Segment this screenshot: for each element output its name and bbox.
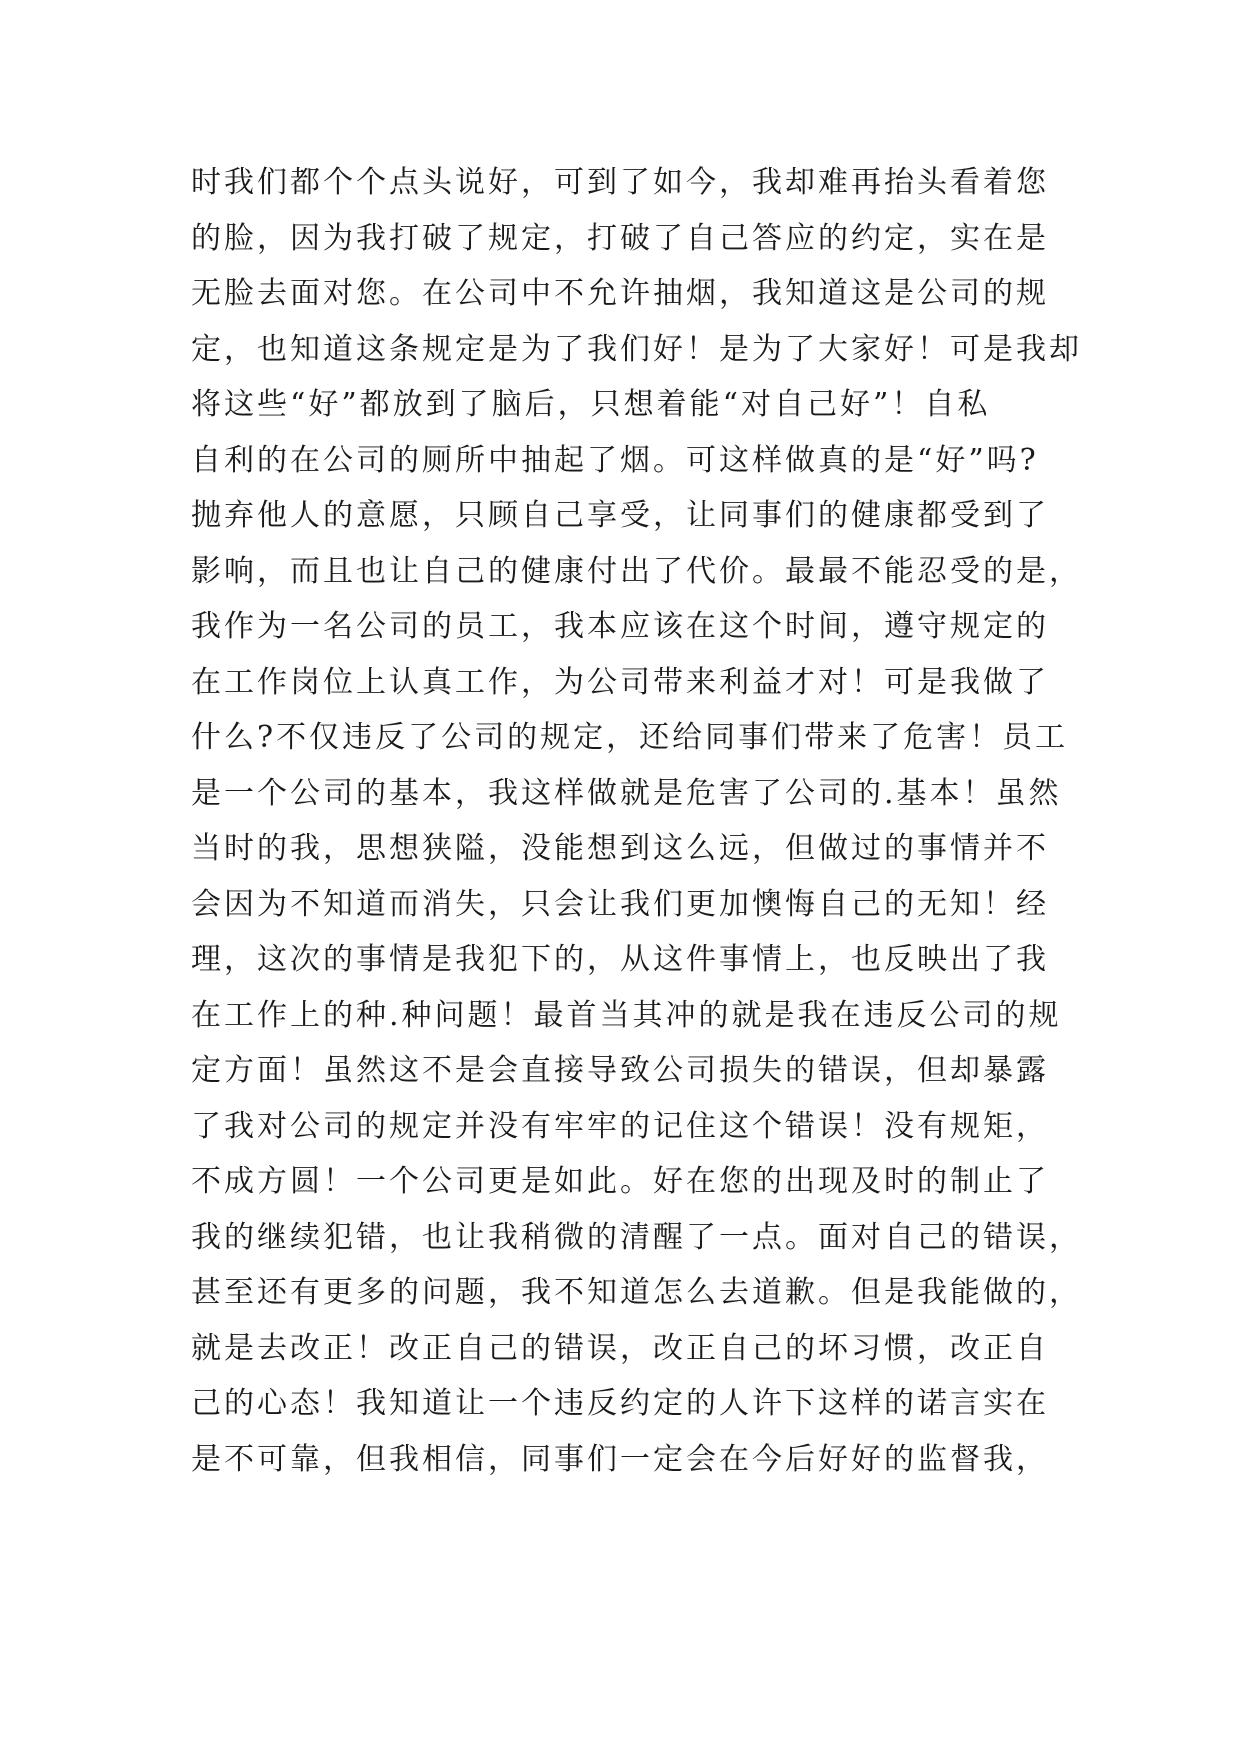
text-line: 在工作岗位上认真工作，为公司带来利益才对！可是我做了	[191, 664, 1049, 700]
text-line: 我的继续犯错，也让我稍微的清醒了一点。面对自己的错误，	[191, 1219, 1082, 1255]
text-line: 是不可靠，但我相信，同事们一定会在今后好好的监督我，	[191, 1441, 1049, 1477]
text-line: 当时的我，思想狭隘，没能想到这么远，但做过的事情并不	[191, 831, 1049, 866]
text-line: 影响，而且也让自己的健康付出了代价。最最不能忍受的是，	[191, 553, 1082, 589]
text-line: 在工作上的种.种问题！最首当其冲的就是我在违反公司的规	[191, 997, 1062, 1033]
text-line: 不成方圆！一个公司更是如此。好在您的出现及时的制止了	[191, 1164, 1049, 1199]
text-line: 无脸去面对您。在公司中不允许抽烟，我知道这是公司的规	[191, 276, 1049, 311]
text-line: 什么?不仅违反了公司的规定，还给同事们带来了危害！员工	[191, 720, 1069, 755]
text-line: 时我们都个个点头说好，可到了如今，我却难再抬头看着您	[191, 165, 1049, 200]
text-line: 甚至还有更多的问题，我不知道怎么去道歉。但是我能做的，	[191, 1275, 1082, 1310]
text-line: 的脸，因为我打破了规定，打破了自己答应的约定，实在是	[191, 220, 1049, 256]
text-line: 了我对公司的规定并没有牢牢的记住这个错误！没有规矩，	[191, 1108, 1049, 1144]
text-line: 理，这次的事情是我犯下的，从这件事情上，也反映出了我	[191, 942, 1049, 977]
text-line: 定，也知道这条规定是为了我们好！是为了大家好！可是我却	[191, 331, 1082, 367]
text-line: 会因为不知道而消失，只会让我们更加懊悔自己的无知！经	[191, 886, 1049, 922]
text-line: 我作为一名公司的员工，我本应该在这个时间，遵守规定的	[191, 609, 1049, 644]
text-line: 将这些“好”都放到了脑后，只想着能“对自己好”！自私	[191, 387, 991, 422]
text-line: 自利的在公司的厕所中抽起了烟。可这样做真的是“好”吗?	[191, 442, 1039, 478]
text-line: 己的心态！我知道让一个违反约定的人许下这样的诺言实在	[191, 1386, 1049, 1421]
text-line: 定方面！虽然这不是会直接导致公司损失的错误，但却暴露	[191, 1053, 1049, 1088]
text-line: 是一个公司的基本，我这样做就是危害了公司的.基本！虽然	[191, 775, 1062, 811]
body-text	[191, 155, 1082, 1487]
text-line: 就是去改正！改正自己的错误，改正自己的坏习惯，改正自	[191, 1330, 1049, 1366]
text-line: 抛弃他人的意愿，只顾自己享受，让同事们的健康都受到了	[191, 498, 1049, 533]
